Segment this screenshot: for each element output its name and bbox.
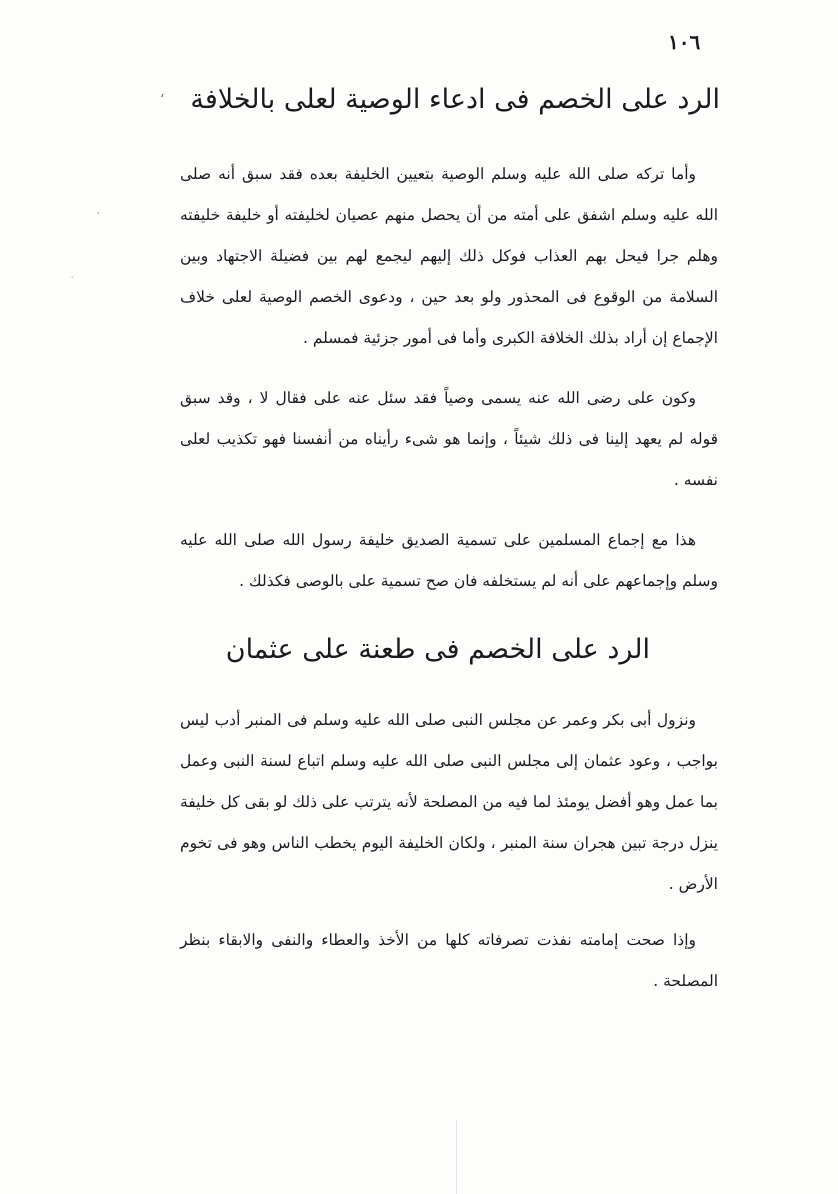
ink-mark-icon: ʻ (160, 92, 165, 108)
section-heading-wasiyya: الرد على الخصم فى ادعاء الوصية لعلى بالخلافة (190, 84, 720, 115)
section-heading-uthman: الرد على الخصم فى طعنة على عثمان (225, 634, 650, 665)
ink-mark-icon: · (70, 270, 75, 286)
paragraph-wasiyya-3: هذا مع إجماع المسلمين على تسمية الصديق خليفة رسول الله صلى الله عليه وسلم وإجماعهم على أنه لم يستخلفه فان صح تسمية على بالوصى فكذلك . (180, 531, 718, 590)
paragraph-uthman-2: وإذا صحت إمامته نفذت تصرفاته كلها من الأخذ والعطاء والنفى والابقاء بنظر المصلحة . (180, 931, 718, 990)
paragraph-uthman-1: ونزول أبى بكر وعمر عن مجلس النبى صلى الله عليه وسلم فى المنبر أدب ليس بواجب ، وعود عثمان إلى مجلس النبى صلى الله عليه وسلم اتباع لسنة النبى وعمل بما عمل وهو أفضل يومئذ لما فيه من المصلحة لأنه يترتب على ذلك لو بقى كل خليفة ينزل درجة تبين هجران سنة المنبر ، ولكان الخليفة اليوم يخطب الناس وهو فى تخوم الأرض . (180, 711, 718, 893)
ink-mark-icon: · (96, 206, 101, 222)
paragraph-wasiyya-2: وكون على رضى الله عنه يسمى وصياً فقد سئل عنه على فقال لا ، وقد سبق قوله لم يعهد إلينا فى ذلك شيئاً ، وإنما هو شىء رأيناه من أنفسنا فهو تكذيب لعلى نفسه . (180, 389, 718, 489)
scan-artifact-line (456, 1120, 457, 1194)
paragraph-wasiyya-1: وأما تركه صلى الله عليه وسلم الوصية بتعيين الخليفة بعده فقد سبق أنه صلى الله عليه وسلم اشفق على أمته من أن يحصل منهم عصيان لخليفته أو خليفة خليفته وهلم جرا فيحل بهم العذاب فوكل ذلك إليهم ليجمع لهم بين فضيلة الاجتهاد وبين السلامة من الوقوع فى المحذور ولو بعد حين ، ودعوى الخصم الوصية لعلى خلاف الإجماع إن أراد بذلك الخلافة الكبرى وأما فى أمور جزئية فمسلم . (180, 165, 718, 347)
page-number: ١٠٦ (668, 30, 701, 54)
